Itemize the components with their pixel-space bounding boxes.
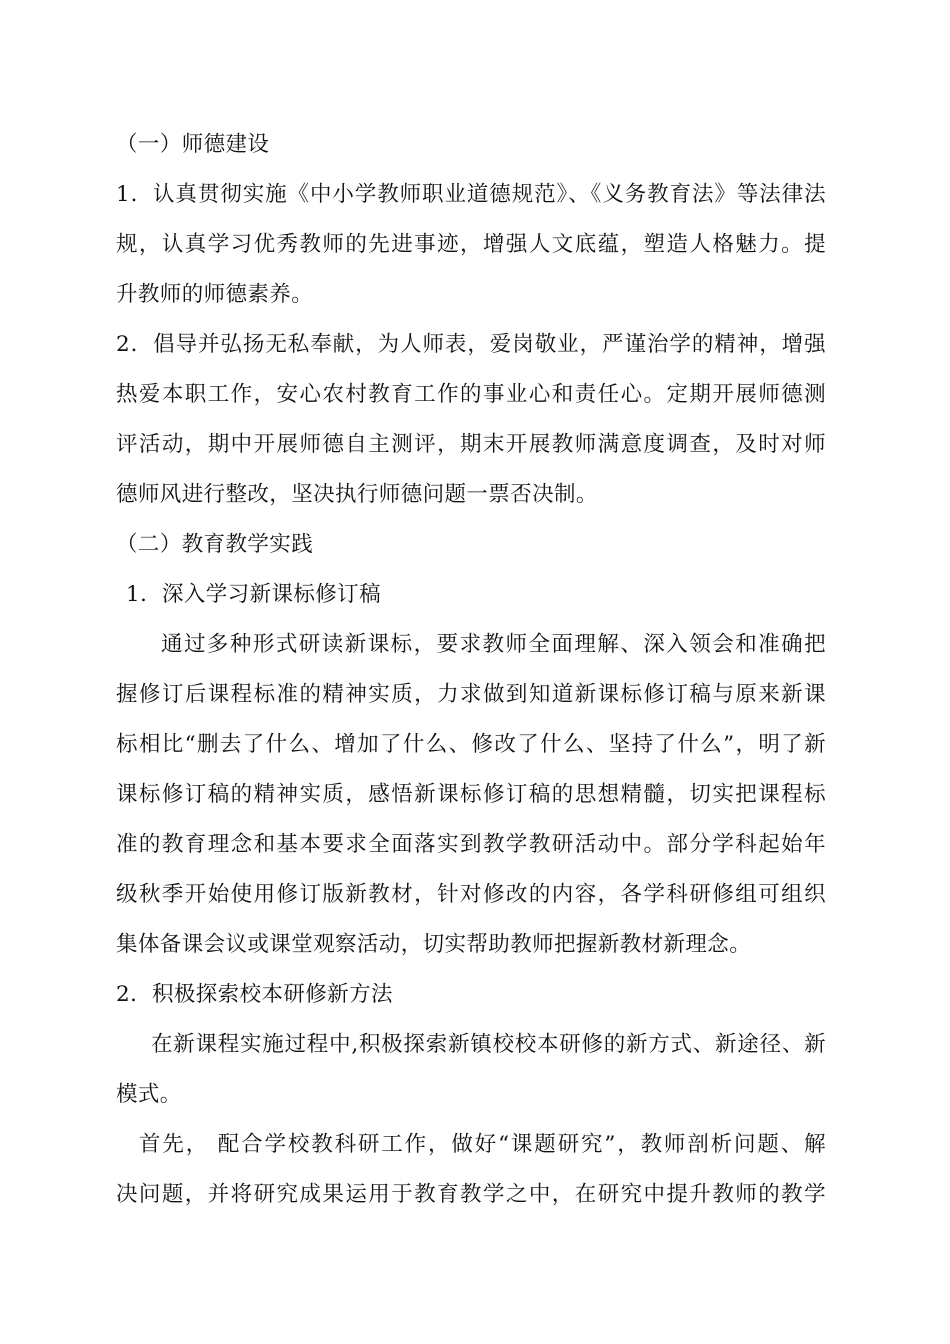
paragraph-line: 升教师的师德素养。 bbox=[116, 282, 314, 307]
paragraph-line: 评活动，期中开展师德自主测评，期末开展教师满意度调查，及时对师 bbox=[116, 432, 826, 457]
paragraph-line: 决问题，并将研究成果运用于教育教学之中，在研究中提升教师的教学 bbox=[116, 1182, 826, 1207]
paragraph-line: 在新课程实施过程中,积极探索新镇校校本研修的新方式、新途径、新 bbox=[151, 1032, 826, 1057]
paragraph-line: 通过多种形式研读新课标，要求教师全面理解、深入领会和准确把 bbox=[161, 632, 826, 657]
paragraph-line: 标相比“删去了什么、增加了什么、修改了什么、坚持了什么”，明了新 bbox=[116, 732, 826, 757]
section-heading-teacher-ethics: （一）师德建设 bbox=[116, 132, 270, 157]
paragraph-line: 规，认真学习优秀教师的先进事迹，增强人文底蕴，塑造人格魅力。提 bbox=[116, 232, 826, 257]
subheading-new-curriculum: 1．深入学习新课标修订稿 bbox=[126, 582, 381, 607]
section-heading-teaching-practice: （二）教育教学实践 bbox=[116, 532, 314, 557]
paragraph-line: 级秋季开始使用修订版新教材，针对修改的内容，各学科研修组可组织 bbox=[116, 882, 826, 907]
paragraph-line: 德师风进行整改，坚决执行师德问题一票否决制。 bbox=[116, 482, 598, 507]
paragraph-line: 1．认真贯彻实施《中小学教师职业道德规范》、《义务教育法》等法律法 bbox=[116, 182, 826, 207]
paragraph-line: 课标修订稿的精神实质，感悟新课标修订稿的思想精髓，切实把课程标 bbox=[116, 782, 826, 807]
paragraph-line: 集体备课会议或课堂观察活动，切实帮助教师把握新教材新理念。 bbox=[116, 932, 752, 957]
paragraph-line: 准的教育理念和基本要求全面落实到教学教研活动中。部分学科起始年 bbox=[116, 832, 826, 857]
subheading-school-research: 2．积极探索校本研修新方法 bbox=[116, 982, 393, 1007]
paragraph-line: 首先， 配合学校教科研工作，做好“课题研究”，教师剖析问题、解 bbox=[139, 1132, 826, 1157]
paragraph-line: 热爱本职工作，安心农村教育工作的事业心和责任心。定期开展师德测 bbox=[116, 382, 826, 407]
paragraph-line: 2．倡导并弘扬无私奉献，为人师表，爱岗敬业，严谨治学的精神，增强 bbox=[116, 332, 826, 357]
paragraph-line: 模式。 bbox=[116, 1082, 182, 1107]
paragraph-line: 握修订后课程标准的精神实质，力求做到知道新课标修订稿与原来新课 bbox=[116, 682, 826, 707]
